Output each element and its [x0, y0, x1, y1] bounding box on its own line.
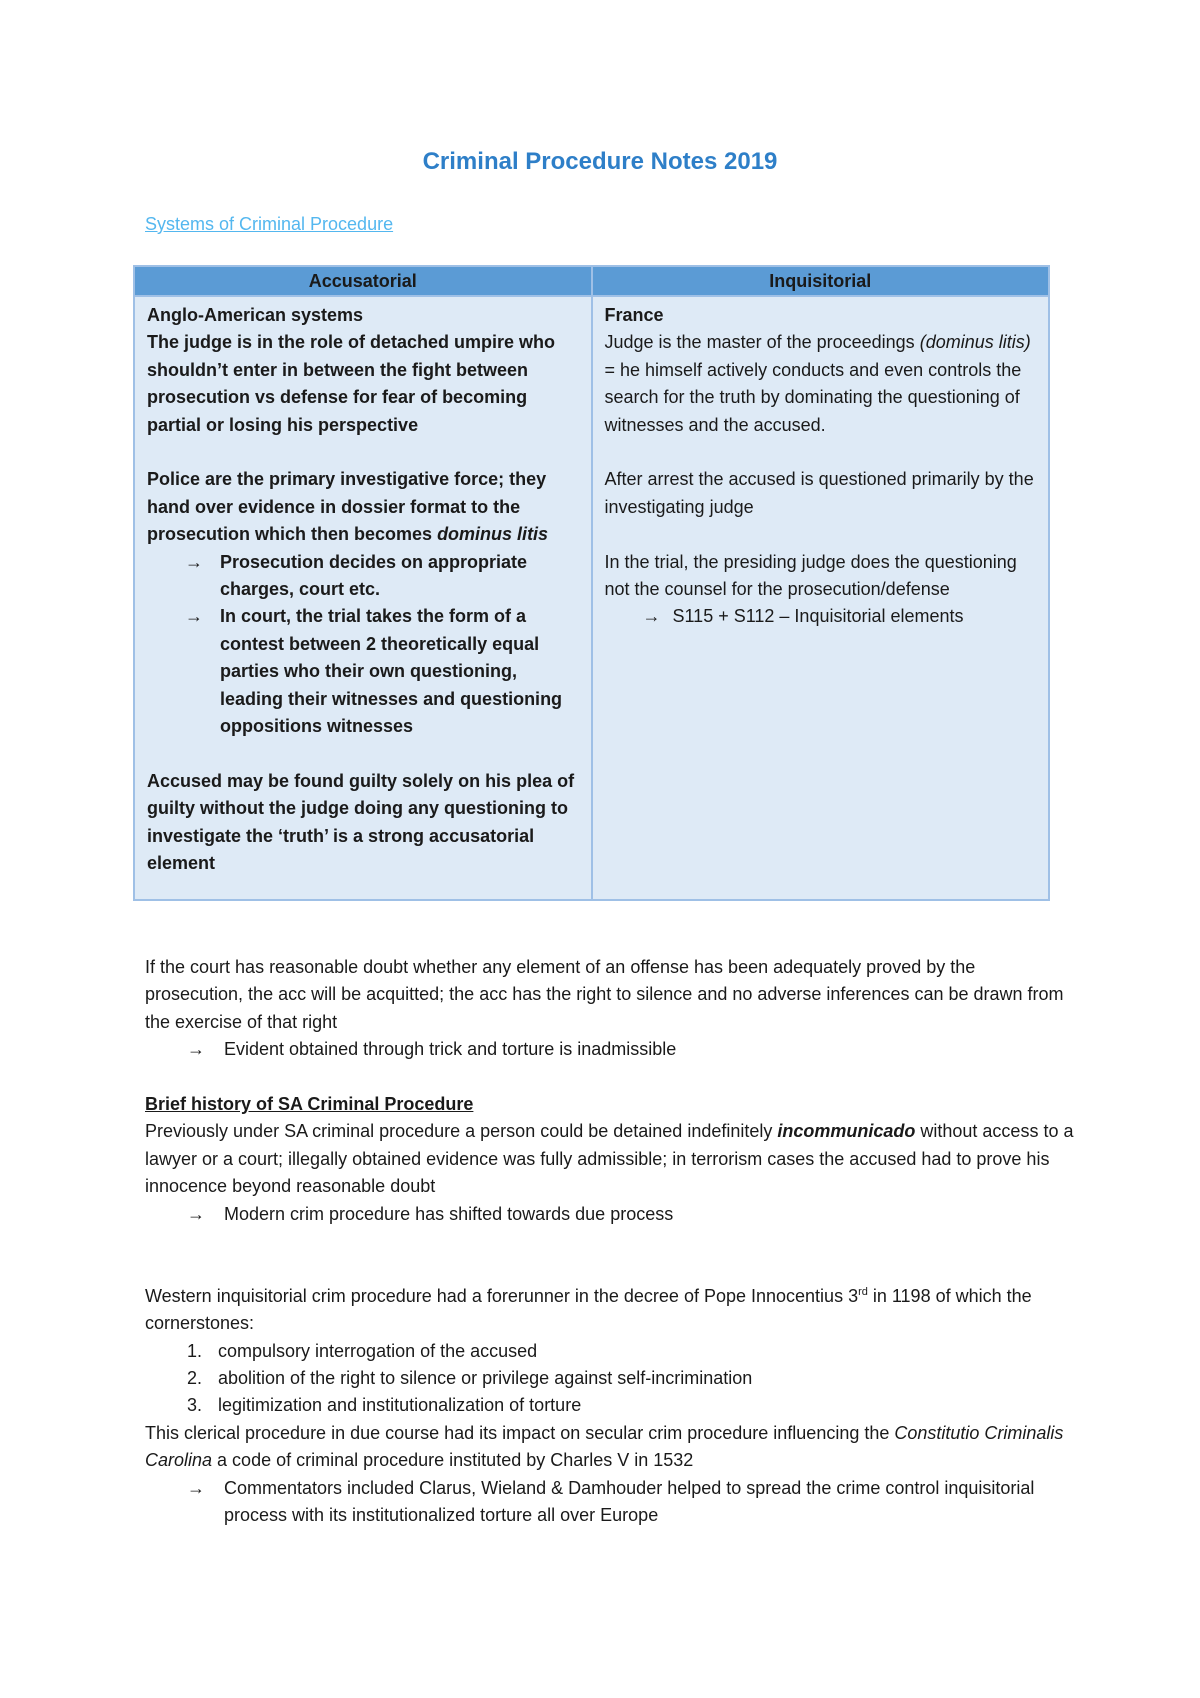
acc-police-paragraph [147, 466, 579, 548]
acc-bullet-text: In court, the trial takes the form of a contest between 2 theoretically equal parties who their own questioning, leading their witnesses and questioning oppositions witnesses [220, 606, 563, 737]
history-paragraph [145, 1118, 1075, 1200]
cornerstone-text: abolition of the right to silence or privilege against self-incrimination [218, 1368, 753, 1389]
reasonable-doubt-paragraph: If the court has reasonable doubt whether any element of an offense has been adequately proved by the prosecution, the acc will be acquitted; the acc has the right to silence and no adverse inferences can be drawn from the exercise of that right [145, 957, 1064, 1032]
doubt-bullet-list [145, 1036, 1075, 1063]
inq-trial-paragraph: In the trial, the presiding judge does the questioning not the counsel for the prosecution/defense [604, 551, 1017, 600]
acc-judge-role: The judge is in the role of detached umpire who shouldn’t enter in between the fight between prosecution vs defense for fear of becoming partial or losing his perspective [147, 332, 556, 435]
section-subtitle: Systems of Criminal Procedure [145, 214, 394, 234]
arrow-icon: → [185, 551, 203, 572]
list-number: 1. [187, 1340, 203, 1361]
ordinal-suffix: rd [858, 1285, 868, 1298]
clerical-procedure-paragraph [145, 1420, 1075, 1475]
table-header-row [134, 266, 1049, 296]
accusatorial-cell [134, 296, 592, 900]
cornerstone-text: legitimization and institutionalization of torture [218, 1395, 582, 1416]
clerical-text-pre: This clerical procedure in due course had its impact on secular crim procedure influencing the [145, 1422, 895, 1443]
list-item [145, 1475, 1075, 1530]
document-title: Criminal Procedure Notes 2019 [422, 148, 778, 175]
list-item [147, 549, 579, 604]
list-item [145, 1392, 1075, 1419]
list-item [145, 1338, 1075, 1365]
cornerstone-text: compulsory interrogation of the accused [218, 1340, 538, 1361]
acc-guilty-plea: Accused may be found guilty solely on his plea of guilty without the judge doing any questioning to investigate the ‘truth’ is a strong accusatorial element [147, 770, 575, 874]
list-number: 3. [187, 1395, 203, 1416]
inq-arrest-paragraph: After arrest the accused is questioned primarily by the investigating judge [604, 469, 1034, 517]
arrow-icon: → [187, 1477, 205, 1498]
arrow-icon: → [642, 606, 661, 627]
history-bullet-text: Modern crim procedure has shifted towards due process [224, 1203, 674, 1224]
arrow-icon: → [187, 1039, 205, 1060]
inq-bullet-list [605, 603, 1037, 630]
arrow-icon: → [185, 606, 203, 627]
history-heading: Brief history of SA Criminal Procedure [145, 1094, 474, 1115]
commentators-text: Commentators included Clarus, Wieland & Damhouder helped to spread the crime control inquisitorial process with its institutionalized torture all over Europe [224, 1477, 1035, 1526]
header-inquisitorial: Inquisitorial [592, 266, 1050, 296]
inquisitorial-history-paragraph [145, 1283, 1075, 1338]
inq-judge-text: Judge is the master of the proceedings [604, 332, 915, 353]
acc-system-label: Anglo-American systems [147, 305, 364, 325]
clerical-text-post: a code of criminal procedure instituted by Charles V in 1532 [212, 1450, 694, 1471]
incommunicado-term: incommunicado [777, 1121, 916, 1142]
carolina-term: Constitutio Criminalis Carolina [145, 1422, 1064, 1471]
pope-text-pre: Western inquisitorial crim procedure had a forerunner in the decree of Pope Innocentius 3 [145, 1285, 859, 1306]
acc-bullet-list [147, 549, 579, 741]
commentators-bullet-list [145, 1475, 1075, 1530]
list-item [605, 603, 1037, 630]
inquisitorial-cell [592, 296, 1050, 900]
doubt-bullet-text: Evident obtained through trick and torture is inadmissible [224, 1039, 677, 1060]
inq-bullet-text: S115 + S112 – Inquisitorial elements [672, 606, 964, 627]
header-accusatorial: Accusatorial [134, 266, 592, 296]
arrow-icon: → [187, 1203, 205, 1224]
list-item [147, 603, 579, 740]
list-number: 2. [187, 1368, 203, 1389]
document-body [145, 954, 1075, 1530]
history-text-post: without access to a lawyer or a court; illegally obtained evidence was fully admissible; in terrorism cases the accused had to prove his innocence beyond reasonable doubt [145, 1121, 1074, 1197]
list-item [145, 1365, 1075, 1392]
acc-dominus-litis: dominus litis [437, 524, 549, 545]
list-item [145, 1201, 1075, 1228]
inq-judge-paragraph [605, 329, 1037, 439]
inq-judge-rest: = he himself actively conducts and even controls the search for the truth by dominating the questioning of witnesses and the accused. [604, 359, 1022, 435]
inq-dominus-litis: (dominus litis) [919, 332, 1031, 353]
acc-bullet-text: Prosecution decides on appropriate charges, court etc. [220, 551, 528, 600]
pope-text-post: in 1198 of which the cornerstones: [145, 1285, 1032, 1334]
comparison-table [133, 265, 1050, 901]
table-row [134, 296, 1049, 900]
list-item [145, 1036, 1075, 1063]
cornerstones-list [145, 1338, 1075, 1420]
history-text-pre: Previously under SA criminal procedure a person could be detained indefinitely [145, 1121, 778, 1142]
inq-country-label: France [604, 305, 664, 325]
history-bullet-list [145, 1201, 1075, 1228]
acc-police-text: Police are the primary investigative force; they hand over evidence in dossier format to the prosecution which then becomes [147, 469, 547, 545]
